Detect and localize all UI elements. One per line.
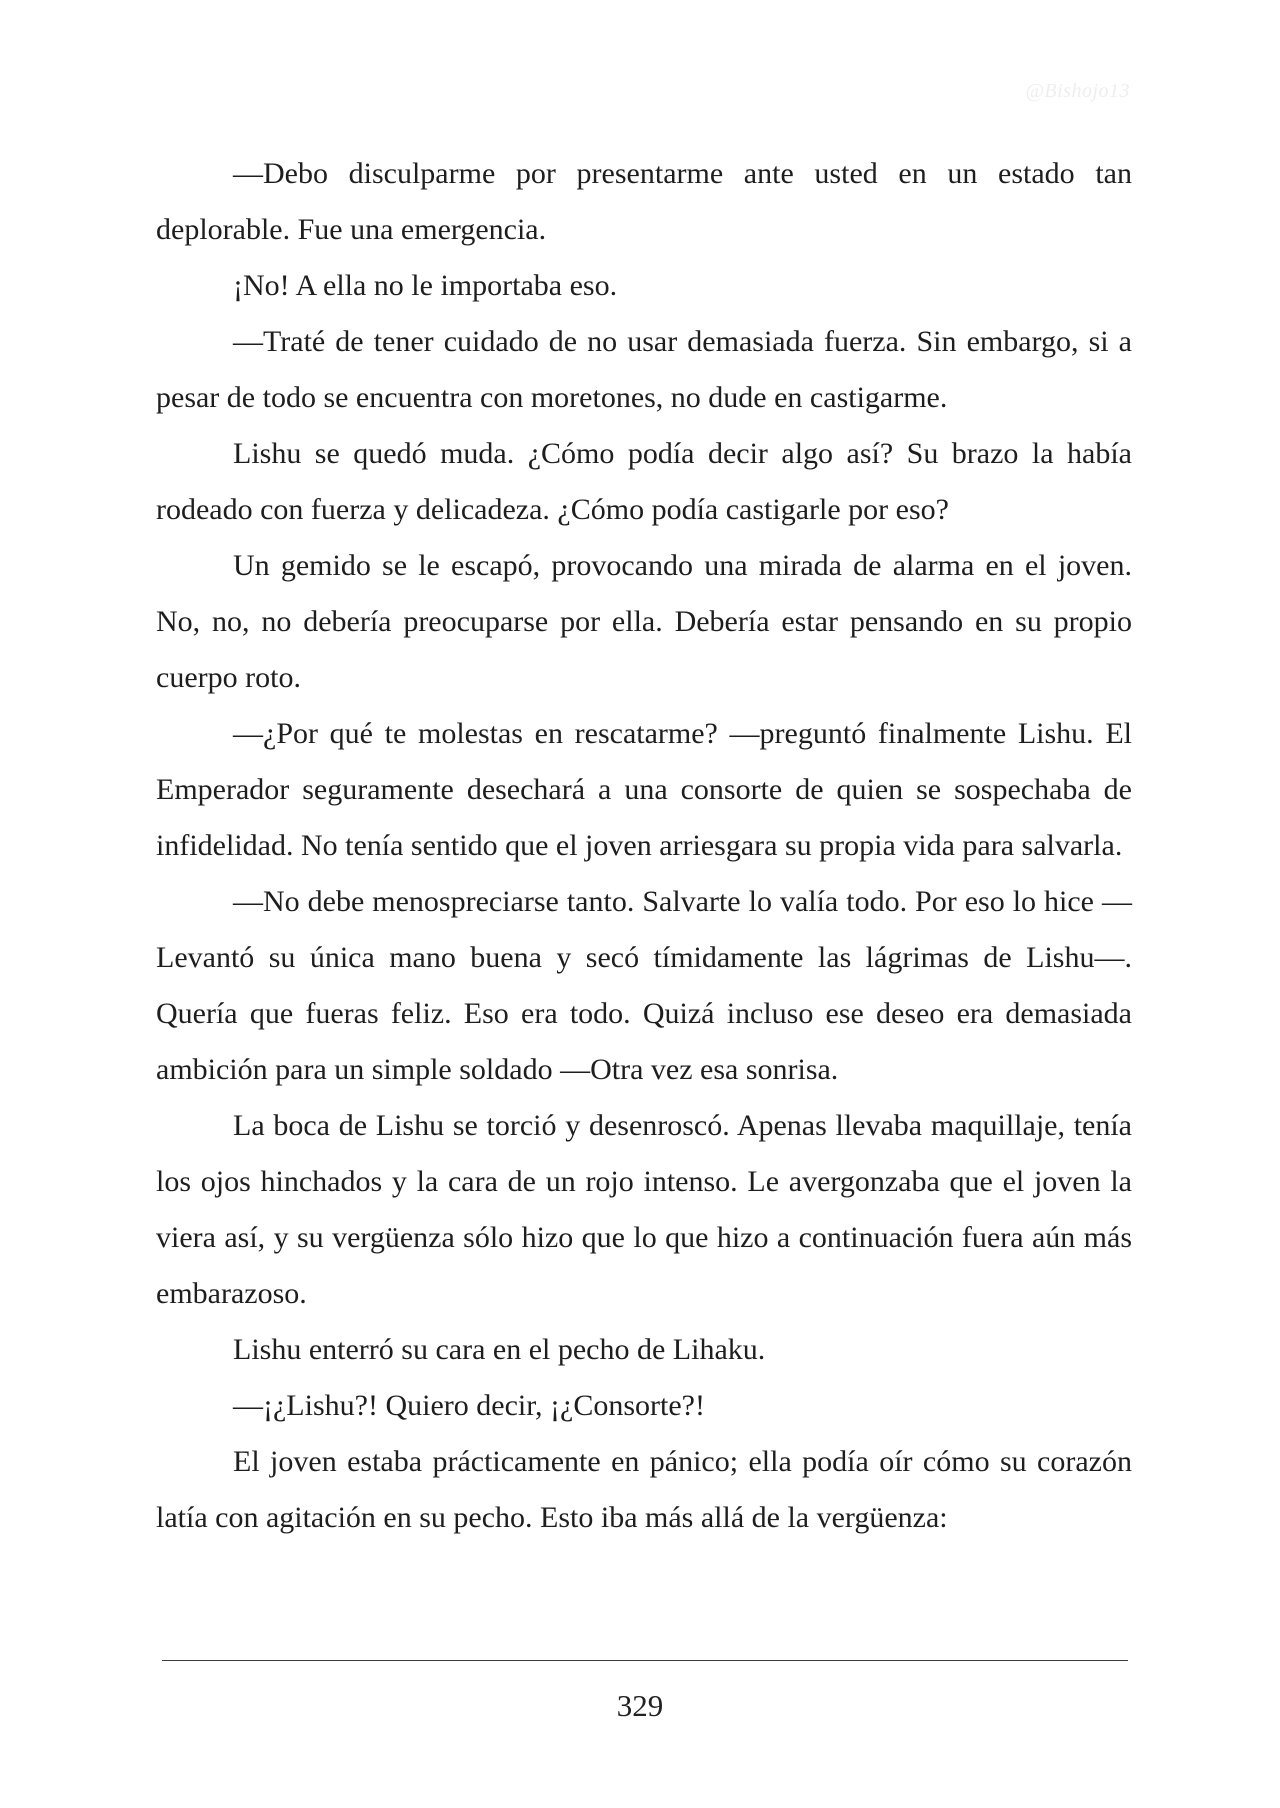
paragraph: La boca de Lishu se torció y desenroscó. Apenas llevaba maquillaje, tenía los ojos hinchados y la cara de un rojo intenso. Le avergonzaba que el joven la viera así, y su vergüenza sólo hizo que lo que hizo a continuación fuera aún más embarazoso. xyxy=(156,1109,1132,1310)
paragraph: —Debo disculparme por presentarme ante usted en un estado tan deplorable. Fue una emergencia. xyxy=(156,157,1132,246)
paragraph: Lishu se quedó muda. ¿Cómo podía decir algo así? Su brazo la había rodeado con fuerza y delicadeza. ¿Cómo podía castigarle por eso? xyxy=(156,437,1132,526)
body-text xyxy=(156,146,1132,1546)
paragraph: —Traté de tener cuidado de no usar demasiada fuerza. Sin embargo, si a pesar de todo se encuentra con moretones, no dude en castigarme. xyxy=(156,325,1132,414)
footer-divider xyxy=(162,1660,1128,1661)
paragraph: Un gemido se le escapó, provocando una mirada de alarma en el joven. No, no, no debería preocuparse por ella. Debería estar pensando en su propio cuerpo roto. xyxy=(156,549,1132,694)
paragraph: —No debe menospreciarse tanto. Salvarte lo valía todo. Por eso lo hice —Levantó su única mano buena y secó tímidamente las lágrimas de Lishu—. Quería que fueras feliz. Eso era todo. Quizá incluso ese deseo era demasiada ambición para un simple soldado —Otra vez esa sonrisa. xyxy=(156,885,1132,1086)
paragraph: El joven estaba prácticamente en pánico; ella podía oír cómo su corazón latía con agitación en su pecho. Esto iba más allá de la vergüenza: xyxy=(156,1445,1132,1534)
paragraph: Lishu enterró su cara en el pecho de Lihaku. xyxy=(233,1333,766,1366)
paragraph: —¿Por qué te molestas en rescatarme? —preguntó finalmente Lishu. El Emperador seguramente desechará a una consorte de quien se sospechaba de infidelidad. No tenía sentido que el joven arriesgara su propia vida para salvarla. xyxy=(156,717,1132,862)
page-number: 329 xyxy=(616,1688,664,1723)
watermark: @Bishojo13 xyxy=(1025,80,1130,102)
paragraph: —¡¿Lishu?! Quiero decir, ¡¿Consorte?! xyxy=(233,1389,705,1422)
paragraph: ¡No! A ella no le importaba eso. xyxy=(233,269,618,302)
